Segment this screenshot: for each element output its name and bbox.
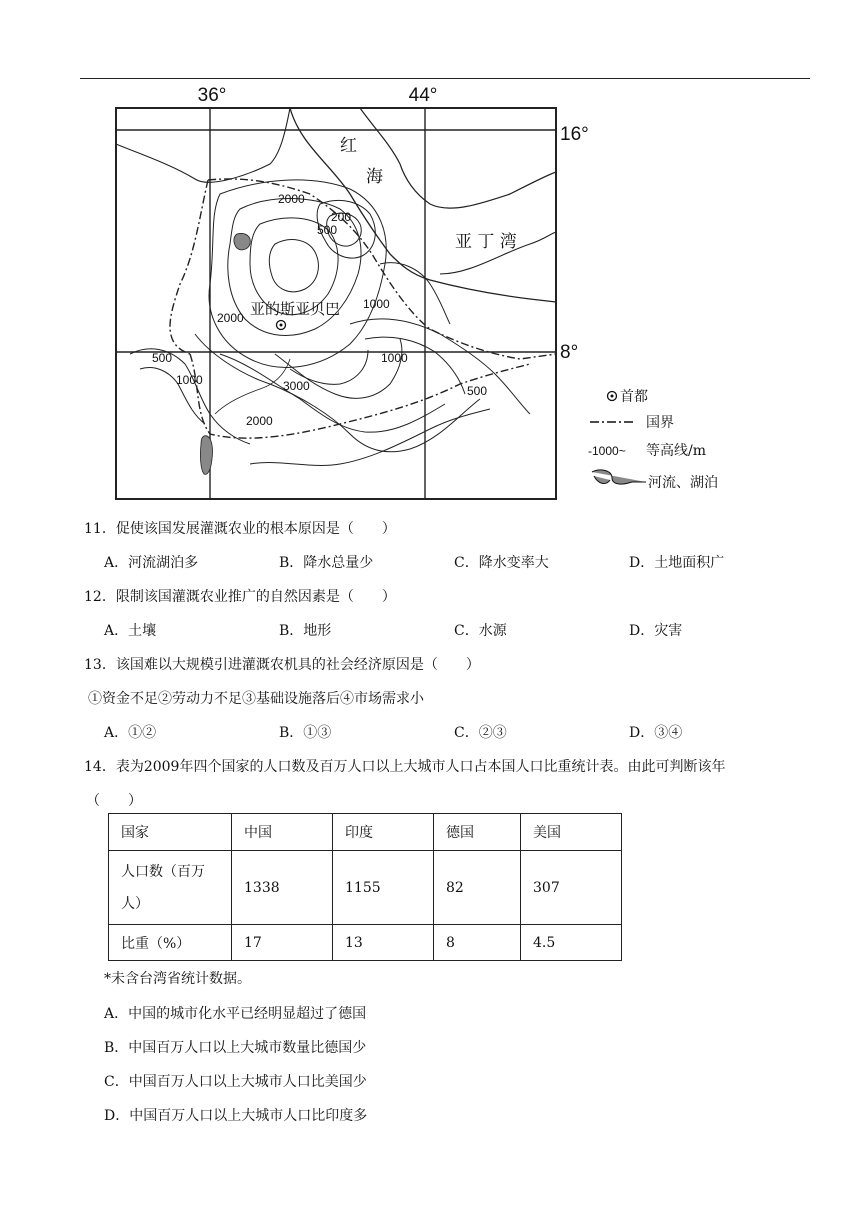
lake bbox=[200, 436, 212, 475]
contour-line bbox=[130, 349, 250, 444]
table-cell: 4.5 bbox=[521, 925, 622, 961]
contour-label: 2000 bbox=[246, 414, 273, 428]
question-14-option-b[interactable]: B．中国百万人口以上大城市数量比德国少 bbox=[104, 1040, 367, 1056]
question-13-option-b[interactable]: B．①③ bbox=[279, 725, 332, 741]
question-14-stem: 14．表为2009年四个国家的人口数及百万人口以上大城市人口占本国人口比重统计表。由此可判断该年 bbox=[84, 759, 726, 775]
question-14-option-c[interactable]: C．中国百万人口以上大城市人口比美国少 bbox=[104, 1074, 367, 1090]
table-header-cell: 中国 bbox=[232, 814, 333, 851]
red-sea-label-2: 海 bbox=[366, 167, 383, 187]
contour-line bbox=[269, 240, 318, 292]
population-table bbox=[108, 813, 622, 961]
question-12-option-c[interactable]: C．水源 bbox=[454, 623, 507, 639]
legend-contour-label: 等高线/m bbox=[646, 443, 706, 459]
question-12-option-a[interactable]: A．土壤 bbox=[104, 623, 157, 639]
row-label-line-2: 人） bbox=[121, 895, 149, 912]
contour-label: 500 bbox=[152, 351, 173, 365]
question-11-option-a[interactable]: A．河流湖泊多 bbox=[104, 555, 199, 571]
contour-label: 500 bbox=[317, 223, 338, 237]
contour-line bbox=[365, 337, 465, 394]
table-cell: 82 bbox=[434, 851, 521, 925]
contour-line bbox=[250, 409, 490, 465]
table-header-cell: 印度 bbox=[333, 814, 434, 851]
contour-label: 2000 bbox=[217, 311, 244, 325]
ethiopia-topographic-map bbox=[100, 84, 740, 504]
question-12-option-b[interactable]: B．地形 bbox=[279, 623, 332, 639]
lat-label-8: 8° bbox=[560, 342, 579, 363]
legend-water-icon bbox=[592, 470, 646, 484]
legend-border-label: 国界 bbox=[646, 415, 674, 431]
question-14-option-d[interactable]: D．中国百万人口以上大城市人口比印度多 bbox=[104, 1108, 368, 1124]
table-header-row bbox=[109, 814, 622, 851]
legend-water-label: 河流、湖泊 bbox=[648, 475, 718, 491]
contour-line bbox=[350, 319, 530, 414]
gulf-of-aden-label: 亚 丁 湾 bbox=[455, 232, 517, 252]
contour-line bbox=[380, 263, 450, 324]
red-sea-label-1: 红 bbox=[340, 136, 357, 156]
table-row bbox=[109, 851, 622, 925]
lake bbox=[234, 233, 250, 249]
lon-label-36: 36° bbox=[197, 85, 227, 106]
legend-capital-label: 首都 bbox=[620, 389, 648, 405]
contour-label: 200 bbox=[331, 210, 352, 224]
question-11-option-d[interactable]: D．土地面积广 bbox=[629, 555, 725, 571]
contour-label: 1000 bbox=[381, 351, 408, 365]
question-14-option-a[interactable]: A．中国的城市化水平已经明显超过了德国 bbox=[104, 1006, 367, 1022]
question-11-option-b[interactable]: B．降水总量少 bbox=[279, 555, 374, 571]
table-cell: 307 bbox=[521, 851, 622, 925]
row-label-line-1: 人口数（百万 bbox=[121, 863, 205, 880]
table-cell: 1338 bbox=[232, 851, 333, 925]
contour-label: 3000 bbox=[283, 379, 310, 393]
question-14-paren: （ ） bbox=[86, 793, 142, 809]
question-13-items: ①资金不足②劳动力不足③基础设施落后④市场需求小 bbox=[88, 691, 424, 707]
contour-label: 2000 bbox=[278, 192, 305, 206]
question-11-stem: 11．促使该国发展灌溉农业的根本原因是（ ） bbox=[84, 521, 396, 537]
question-13-option-c[interactable]: C．②③ bbox=[454, 725, 507, 741]
lon-label-44: 44° bbox=[408, 85, 438, 106]
table-cell: 17 bbox=[232, 925, 333, 961]
contour-label: 1000 bbox=[363, 297, 390, 311]
lat-label-16: 16° bbox=[560, 124, 589, 145]
table-header-cell: 国家 bbox=[109, 814, 232, 851]
table-header-cell: 德国 bbox=[434, 814, 521, 851]
contour-label: 500 bbox=[467, 384, 488, 398]
table-row-label: 比重（%） bbox=[109, 925, 232, 961]
question-12-option-d[interactable]: D．灾害 bbox=[629, 623, 683, 639]
country-border bbox=[208, 179, 556, 359]
legend-contour-sample: -1000~ bbox=[588, 444, 626, 458]
map-legend bbox=[588, 389, 718, 491]
country-border-west bbox=[170, 180, 208, 354]
header-rule bbox=[80, 78, 810, 79]
question-13-stem: 13．该国难以大规模引进灌溉农机具的社会经济原因是（ ） bbox=[84, 657, 480, 673]
question-13-option-a[interactable]: A．①② bbox=[104, 725, 157, 741]
contour-label: 1000 bbox=[176, 373, 203, 387]
question-12-stem: 12．限制该国灌溉农业推广的自然因素是（ ） bbox=[84, 589, 396, 605]
coastline-north bbox=[116, 108, 290, 182]
table-footnote: *未含台湾省统计数据。 bbox=[104, 971, 251, 987]
table-row-label bbox=[109, 851, 232, 925]
arabian-coast bbox=[360, 108, 556, 208]
question-11-option-c[interactable]: C．降水变率大 bbox=[454, 555, 549, 571]
table-cell: 8 bbox=[434, 925, 521, 961]
contour-line bbox=[209, 180, 386, 367]
question-13-option-d[interactable]: D．③④ bbox=[629, 725, 683, 741]
table-cell: 1155 bbox=[333, 851, 434, 925]
table-cell: 13 bbox=[333, 925, 434, 961]
table-row bbox=[109, 925, 622, 961]
capital-label: 亚的斯亚贝巴 bbox=[250, 300, 341, 318]
table-header-cell: 美国 bbox=[521, 814, 622, 851]
